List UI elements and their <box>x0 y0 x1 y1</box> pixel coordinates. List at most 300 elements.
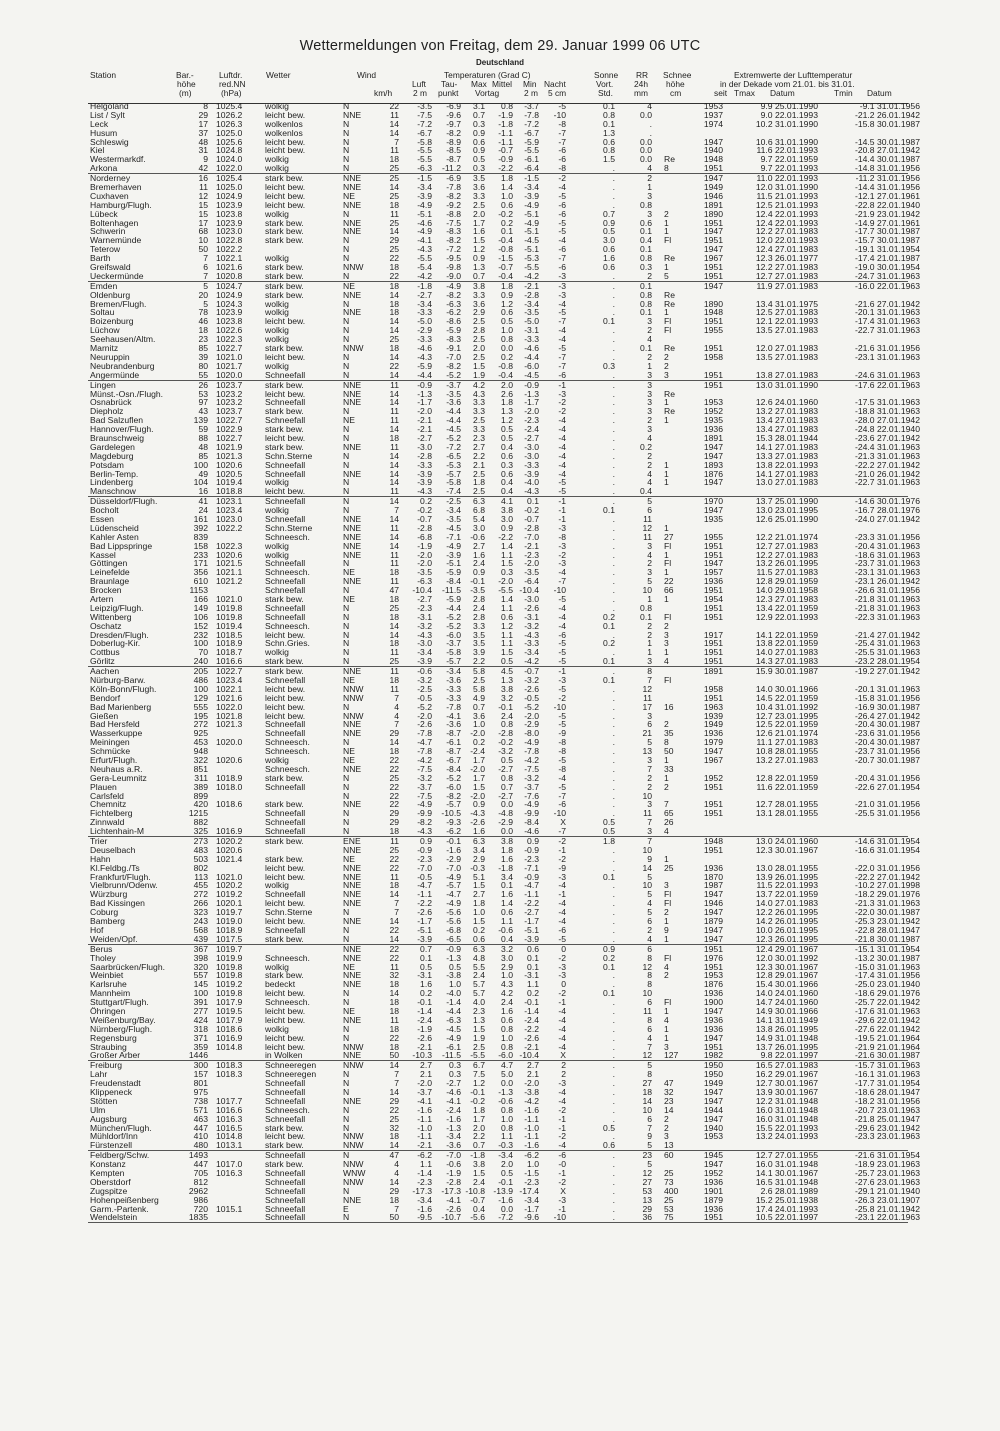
cell-wind-speed: 14 <box>389 424 399 435</box>
cell-tmin-date: -16.6 31.01.1954 <box>855 844 920 855</box>
cell-max-prev: -1.8 <box>470 1150 485 1161</box>
cell-min-2m: -6.1 <box>524 154 539 165</box>
cell-sunshine: . <box>612 468 615 479</box>
cell-night-5cm: -3 <box>558 270 566 281</box>
cell-snow-depth: 2 <box>664 360 669 371</box>
cell-dewpoint: -8.7 <box>446 746 461 757</box>
cell-weather: wolkig <box>265 208 289 219</box>
cell-bar-height: 392 <box>193 522 208 533</box>
cell-min-2m: -3.7 <box>524 101 539 111</box>
cell-dewpoint: -1.6 <box>446 844 461 855</box>
cell-mean-prev: 2.6 <box>501 388 513 399</box>
cell-tmin-date: -20.8 27.01.1942 <box>855 145 920 156</box>
cell-tmin-date: -18.6 28.01.1947 <box>855 1086 920 1097</box>
cell-wind-speed: 14 <box>389 118 399 129</box>
cell-max-prev: 2.5 <box>473 351 485 362</box>
cell-pressure: 1016.3 <box>216 1167 243 1178</box>
cell-sunshine: . <box>612 844 615 855</box>
cell-temp-air: -17.3 <box>412 1185 432 1196</box>
cell-temp-air: -2.3 <box>417 853 432 864</box>
cell-tmax-date: 12.6 25.01.1990 <box>755 513 818 524</box>
cell-since-year: 1947 <box>703 1095 723 1106</box>
cell-weather: wolkig <box>265 961 289 972</box>
header-extreme: Extremwerte der Lufttemperatur <box>734 70 853 80</box>
cell-rain-24h: 10 <box>642 880 652 891</box>
cell-station: Greifswald <box>90 262 131 273</box>
cell-sunshine: . <box>612 1185 615 1196</box>
cell-wind-dir: N <box>343 817 350 828</box>
cell-bar-height: 738 <box>193 1095 208 1106</box>
cell-temp-air: -3.0 <box>417 441 432 452</box>
cell-wind-speed: 11 <box>390 549 399 560</box>
cell-wind-dir: N <box>343 163 350 174</box>
cell-mean-prev: 1.1 <box>501 1131 513 1142</box>
cell-weather: Schneesch. <box>265 567 310 578</box>
cell-temp-air: -0.2 <box>417 505 432 516</box>
cell-since-year: 1953 <box>703 397 723 408</box>
cell-night-5cm: -4 <box>558 450 566 461</box>
cell-temp-air: -2.7 <box>417 593 432 604</box>
cell-dewpoint: -1.3 <box>446 952 461 963</box>
cell-bar-height: 16 <box>198 486 208 497</box>
cell-temp-air: -7.0 <box>417 862 432 873</box>
cell-since-year: 1947 <box>703 450 723 461</box>
cell-mean-prev: 1.4 <box>501 540 513 551</box>
cell-night-5cm: -5 <box>558 190 566 201</box>
cell-weather: wolkig <box>265 505 289 516</box>
cell-station: Lichtenhain-M <box>90 826 144 837</box>
cell-wind-speed: 7 <box>394 505 399 516</box>
cell-dewpoint: -5.2 <box>446 772 461 783</box>
cell-mean-prev: -0.2 <box>498 208 513 219</box>
cell-night-5cm: -4 <box>558 1014 566 1025</box>
cell-snow-depth: 32 <box>664 1086 674 1097</box>
cell-max-prev: -3.5 <box>470 585 485 596</box>
cell-mean-prev: -0.7 <box>498 145 513 156</box>
cell-mean-prev: 0.5 <box>501 424 513 435</box>
cell-since-year: 1947 <box>703 907 723 918</box>
cell-pressure: 1020.6 <box>216 755 243 766</box>
cell-sunshine: . <box>612 1032 615 1043</box>
cell-tmax-date: 12.4 22.01.1993 <box>755 217 818 228</box>
header-temperatures: Temperaturen (Grad C) <box>444 70 531 80</box>
cell-mean-prev: 0.2 <box>501 351 513 362</box>
cell-wind-speed: 29 <box>389 817 399 828</box>
cell-bar-height: 100 <box>193 988 208 999</box>
cell-max-prev: 2.3 <box>473 1005 485 1016</box>
cell-since-year: 1951 <box>703 1212 723 1223</box>
cell-temp-air: -7.5 <box>417 763 432 774</box>
cell-min-2m: 0.1 <box>527 496 539 507</box>
cell-temp-air: -4.9 <box>417 799 432 810</box>
cell-weather: Schneesch. <box>265 952 310 963</box>
cell-weather: Schneesch. <box>265 997 310 1008</box>
cell-mean-prev: 0.6 <box>501 907 513 918</box>
cell-pressure: 1019.9 <box>216 952 243 963</box>
cell-sunshine: . <box>612 916 615 927</box>
cell-temp-air: -4.9 <box>417 226 432 237</box>
cell-tmin-date: -23.1 31.01.1963 <box>855 567 920 578</box>
cell-since-year: 1936 <box>703 862 723 873</box>
cell-pressure: 1022.1 <box>216 253 243 264</box>
cell-bar-height: 152 <box>193 620 208 631</box>
cell-tmin-date: -15.0 31.01.1963 <box>855 961 920 972</box>
cell-min-2m: -1.6 <box>524 1104 539 1115</box>
cell-mean-prev: 1.1 <box>501 629 513 640</box>
cell-rain-24h: 2 <box>647 629 652 640</box>
cell-tmax-date: 14.1 22.01.1959 <box>755 629 818 640</box>
cell-tmax-date: 13.9 26.01.1995 <box>755 871 818 882</box>
cell-min-2m: -1.0 <box>524 1122 539 1133</box>
cell-dewpoint: -4.4 <box>446 1005 461 1016</box>
cell-station: Husum <box>90 127 118 138</box>
cell-dewpoint: -11.5 <box>442 585 461 596</box>
cell-dewpoint: -8.2 <box>446 289 461 300</box>
cell-station: Seehausen/Altm. <box>90 334 156 345</box>
cell-rain-24h: 3 <box>647 190 652 201</box>
cell-sunshine: . <box>612 593 615 604</box>
cell-temp-air: -2.1 <box>417 1041 432 1052</box>
cell-min-2m: -3.2 <box>524 772 539 783</box>
cell-tmin-date: -24.4 31.01.1963 <box>855 441 920 452</box>
cell-temp-air: -4.7 <box>417 880 432 891</box>
cell-dewpoint: -7.2 <box>446 244 461 255</box>
cell-tmax-date: 14.2 26.01.1995 <box>755 916 818 927</box>
cell-mean-prev: 0.1 <box>501 880 513 891</box>
cell-max-prev: 0.2 <box>473 924 485 935</box>
cell-rain-24h: 3 <box>647 656 652 667</box>
cell-max-prev: 2.1 <box>473 459 485 470</box>
cell-tmin-date: -29.1 21.01.1940 <box>855 1185 920 1196</box>
cell-wind-speed: 22 <box>389 755 399 766</box>
cell-station: Soltau <box>90 307 115 318</box>
cell-tmin-date: -21.3 31.01.1963 <box>855 450 920 461</box>
cell-snow-depth: 33 <box>664 763 674 774</box>
cell-wind-dir: N <box>343 1023 350 1034</box>
cell-bar-height: 37 <box>198 127 208 138</box>
cell-dewpoint: -2.9 <box>446 853 461 864</box>
cell-snow-depth: 25 <box>664 862 674 873</box>
header-extreme-2: in der Dekade vom 21.01. bis 31.01. <box>720 79 855 89</box>
cell-rain-24h: 0.8 <box>640 199 652 210</box>
cell-wind-dir: ENE <box>343 836 361 847</box>
cell-wind-speed: 14 <box>389 388 399 399</box>
cell-rain-24h: 13 <box>642 746 652 757</box>
cell-max-prev: 0.9 <box>473 799 485 810</box>
cell-wind-speed: 11 <box>390 379 399 390</box>
cell-rain-24h: 6 <box>647 916 652 927</box>
cell-sunshine: . <box>612 406 615 417</box>
cell-since-year: 1946 <box>703 190 723 201</box>
cell-temp-air: -4.9 <box>417 199 432 210</box>
cell-tmax-date: 13.2 24.01.1993 <box>755 1131 818 1142</box>
cell-night-5cm: -5 <box>558 226 566 237</box>
cell-temp-air: -2.0 <box>417 406 432 417</box>
cell-weather: wolkig <box>265 360 289 371</box>
cell-rain-24h: 1 <box>647 638 652 649</box>
cell-wind-speed: 18 <box>389 262 399 273</box>
cell-mean-prev: 0.6 <box>501 199 513 210</box>
cell-min-2m: -2.0 <box>524 558 539 569</box>
cell-pressure: 1018.3 <box>216 1060 243 1071</box>
cell-sunshine: . <box>612 898 615 909</box>
cell-station: Braunlage <box>90 576 130 587</box>
cell-dewpoint: -5.7 <box>446 880 461 891</box>
cell-min-2m: -7.8 <box>524 746 539 757</box>
cell-night-5cm: -6 <box>558 145 566 156</box>
cell-temp-air: -4.3 <box>417 244 432 255</box>
cell-max-prev: 2.0 <box>473 1122 485 1133</box>
cell-pressure: 1025.6 <box>216 136 243 147</box>
cell-temp-air: -2.5 <box>417 683 432 694</box>
cell-sunshine: . <box>612 585 615 596</box>
cell-mean-prev: 0.8 <box>501 772 513 783</box>
cell-mean-prev: -2.2 <box>498 163 513 174</box>
cell-night-5cm: -7 <box>558 127 566 138</box>
cell-pressure: 1020.5 <box>216 468 243 479</box>
header-wetter: Wetter <box>266 70 291 80</box>
cell-night-5cm: -10 <box>553 109 566 120</box>
cell-station: Warnemünde <box>90 235 142 246</box>
cell-wind-speed: 50 <box>389 1212 399 1223</box>
cell-max-prev: 6.3 <box>473 836 485 847</box>
cell-wind-speed: 29 <box>389 1185 399 1196</box>
cell-max-prev: 2.9 <box>473 853 485 864</box>
cell-night-5cm: 2 <box>561 1060 566 1071</box>
cell-min-2m: -4.2 <box>524 755 539 766</box>
cell-dewpoint: -5.6 <box>446 907 461 918</box>
cell-pressure: 1023.8 <box>216 208 243 219</box>
cell-snow-depth: Re <box>664 406 675 417</box>
cell-pressure: 1019.8 <box>216 611 243 622</box>
cell-mean-prev: 1.4 <box>501 898 513 909</box>
cell-temp-air: -2.6 <box>417 907 432 918</box>
cell-dewpoint: -6.2 <box>446 307 461 318</box>
cell-dewpoint: -8.8 <box>446 208 461 219</box>
cell-min-2m: 0.1 <box>527 952 539 963</box>
cell-max-prev: 3.3 <box>473 190 485 201</box>
cell-station: Münst.-Osn./Flugh. <box>90 388 164 399</box>
cell-wind-dir: NNE <box>343 388 362 399</box>
cell-rain-24h: 3 <box>647 406 652 417</box>
cell-weather: stark bew. <box>265 970 304 981</box>
cell-dewpoint: -3.5 <box>446 388 461 399</box>
cell-rain-24h: 0.0 <box>640 136 652 147</box>
cell-dewpoint: -9.6 <box>446 109 461 120</box>
cell-wind-speed: 14 <box>389 127 399 138</box>
cell-snow-depth: Fl <box>664 898 672 909</box>
cell-rain-24h: 5 <box>647 576 652 587</box>
cell-bar-height: 1153 <box>189 585 208 596</box>
cell-min-2m: -5.9 <box>524 136 539 147</box>
cell-since-year: 1949 <box>703 182 723 193</box>
cell-weather: leicht bew. <box>265 1014 306 1025</box>
cell-wind-dir: NE <box>343 593 355 604</box>
cell-sunshine: 0.6 <box>603 244 615 255</box>
cell-tmin-date: -16.9 30.01.1987 <box>855 701 920 712</box>
cell-max-prev: 1.0 <box>473 907 485 918</box>
cell-mean-prev: 1.0 <box>501 970 513 981</box>
cell-tmax-date: 13.0 24.01.1960 <box>755 836 818 847</box>
cell-dewpoint: -11.5 <box>442 1050 461 1061</box>
cell-night-5cm: -5 <box>558 647 566 658</box>
cell-snow-depth: 4 <box>664 656 669 667</box>
cell-wind-dir: NNE <box>343 763 362 774</box>
cell-rain-24h: 0.0 <box>640 109 652 120</box>
cell-tmax-date: 10.6 31.01.1990 <box>755 136 818 147</box>
cell-since-year: 1879 <box>703 1194 723 1205</box>
cell-pressure: 1020.0 <box>216 737 243 748</box>
cell-pressure: 1017.9 <box>216 1014 243 1025</box>
cell-pressure: 1018.3 <box>216 1069 243 1080</box>
cell-dewpoint: -6.8 <box>446 924 461 935</box>
cell-wind-speed: 14 <box>389 1086 399 1097</box>
cell-sunshine: 0.3 <box>603 360 615 371</box>
cell-bar-height: 812 <box>193 1176 208 1187</box>
cell-rain-24h: 5 <box>647 871 652 882</box>
cell-snow-depth: 25 <box>664 1167 674 1178</box>
cell-min-2m: -0.2 <box>524 505 539 516</box>
cell-rain-24h: 12 <box>642 1167 652 1178</box>
cell-snow-depth: 9 <box>664 924 669 935</box>
cell-weather: leicht bew. <box>265 136 306 147</box>
cell-bar-height: 80 <box>198 360 208 371</box>
cell-rain-24h: 27 <box>642 1078 652 1089</box>
cell-since-year: 1951 <box>703 844 723 855</box>
cell-max-prev: 2.3 <box>473 432 485 443</box>
cell-wind-speed: 25 <box>389 656 399 667</box>
cell-tmin-date: -14.5 30.01.1987 <box>855 136 920 147</box>
cell-wind-speed: 50 <box>389 1050 399 1061</box>
cell-min-2m: -3.1 <box>524 611 539 622</box>
cell-since-year: 1950 <box>703 1069 723 1080</box>
cell-tmin-date: -22.2 27.01.1942 <box>855 871 920 882</box>
cell-temp-air: 0.2 <box>420 496 432 507</box>
cell-dewpoint: -8.3 <box>446 226 461 237</box>
cell-since-year: 1947 <box>703 558 723 569</box>
cell-bar-height: 802 <box>193 862 208 873</box>
cell-max-prev: 2.8 <box>473 593 485 604</box>
cell-tmin-date: -20.4 31.01.1963 <box>855 540 920 551</box>
cell-snow-depth: 1 <box>664 468 669 479</box>
cell-dewpoint: -8.6 <box>446 316 461 327</box>
table-row <box>0 163 920 174</box>
cell-weather: Schneeregen <box>265 1069 317 1080</box>
cell-night-5cm: -4 <box>558 1032 566 1043</box>
cell-sunshine: . <box>612 1060 615 1071</box>
cell-bar-height: 1215 <box>188 808 208 819</box>
cell-weather: leicht bew. <box>265 316 306 327</box>
cell-tmin-date: -19.0 30.01.1954 <box>855 262 920 273</box>
cell-sunshine: . <box>612 933 615 944</box>
cell-min-2m: -4.9 <box>524 737 539 748</box>
cell-bar-height: 1493 <box>188 1150 208 1161</box>
cell-temp-air: -3.9 <box>417 468 432 479</box>
cell-bar-height: 88 <box>198 432 208 443</box>
cell-pressure: 1018.9 <box>216 924 243 935</box>
cell-bar-height: 610 <box>193 576 208 587</box>
cell-wind-speed: 25 <box>389 1113 399 1124</box>
cell-night-5cm: -4 <box>558 459 566 470</box>
header-station: Station <box>90 70 117 80</box>
cell-min-2m: -3.9 <box>524 190 539 201</box>
cell-max-prev: 0.7 <box>473 701 485 712</box>
cell-min-2m: -6.4 <box>524 576 539 587</box>
cell-min-2m: -3.3 <box>524 459 539 470</box>
cell-tmax-date: 14.0 27.01.1983 <box>755 647 818 658</box>
cell-station: Bremen/Flugh. <box>90 298 147 309</box>
cell-dewpoint: -8.7 <box>446 728 461 739</box>
cell-max-prev: -10.8 <box>465 1185 485 1196</box>
cell-station: Chemnitz <box>90 799 127 810</box>
cell-min-2m: -5.3 <box>524 253 539 264</box>
cell-station: Bad Lippspringe <box>90 540 153 551</box>
cell-temp-air: -5.2 <box>417 701 432 712</box>
cell-weather: leicht bew. <box>265 1032 306 1043</box>
header-rr-3: mm <box>634 88 648 98</box>
cell-bar-height: 8 <box>203 101 208 111</box>
cell-min-2m: -5.1 <box>524 924 539 935</box>
cell-since-year: 1948 <box>703 307 723 318</box>
cell-wind-dir: N <box>343 1032 350 1043</box>
cell-pressure: 1022.3 <box>216 334 243 345</box>
cell-wind-speed: 11 <box>390 961 399 972</box>
cell-night-5cm: -1 <box>558 889 566 900</box>
cell-pressure: 1025.0 <box>216 127 243 138</box>
cell-tmin-date: -25.7 22.01.1942 <box>855 997 920 1008</box>
header-mittel: Mittel <box>492 79 513 89</box>
cell-tmax-date: 13.7 25.01.1990 <box>755 496 818 507</box>
cell-tmin-date: -15.7 30.01.1987 <box>855 235 920 246</box>
cell-snow-depth: 73 <box>664 1176 674 1187</box>
cell-tmax-date: 11.9 27.01.1983 <box>756 280 818 291</box>
cell-sunshine: . <box>612 576 615 587</box>
cell-tmin-date: -14.9 27.01.1961 <box>855 217 920 228</box>
cell-sunshine: . <box>612 1078 615 1089</box>
cell-mean-prev: 5.0 <box>501 1069 513 1080</box>
cell-wind-speed: 18 <box>389 1194 399 1205</box>
cell-min-2m: -3.8 <box>524 1086 539 1097</box>
cell-bar-height: 161 <box>193 513 208 524</box>
cell-tmax-date: 12.4 27.01.1983 <box>755 244 818 255</box>
cell-mean-prev: 1.0 <box>501 325 513 336</box>
cell-temp-air: -7.8 <box>417 746 432 757</box>
cell-temp-air: -4.3 <box>417 629 432 640</box>
cell-pressure: 1014.8 <box>216 1041 243 1052</box>
header-tau-2: punkt <box>438 88 459 98</box>
cell-mean-prev: 0.4 <box>501 477 513 488</box>
cell-rain-24h: 7 <box>647 675 652 685</box>
cell-max-prev: 2.7 <box>473 441 485 452</box>
cell-snow-depth: Fl <box>664 558 672 569</box>
cell-station: Würzburg <box>90 889 128 900</box>
cell-tmax-date: 12.7 28.01.1955 <box>755 799 818 810</box>
cell-weather: stark bew. <box>265 406 304 417</box>
cell-weather: Schneefall <box>265 576 306 587</box>
cell-max-prev: 5.8 <box>473 666 485 677</box>
cell-wind-speed: 14 <box>389 351 399 362</box>
cell-station: Hannover/Flugh. <box>90 424 154 435</box>
cell-station: Straubing <box>90 1041 127 1052</box>
cell-tmin-date: -20.1 31.01.1963 <box>855 307 920 318</box>
cell-min-2m: -3.4 <box>524 182 539 193</box>
cell-wind-speed: 14 <box>389 531 399 542</box>
cell-wind-dir: N <box>343 154 350 165</box>
cell-wind-dir: N <box>343 505 350 516</box>
cell-tmin-date: -18.6 29.01.1976 <box>855 988 920 999</box>
cell-since-year: 1967 <box>703 253 723 264</box>
cell-max-prev: -0.1 <box>470 1086 485 1097</box>
